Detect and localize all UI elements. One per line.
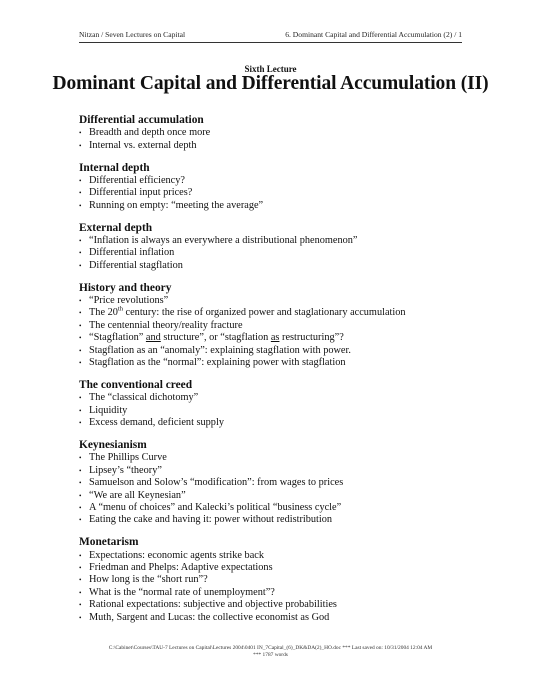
running-header <box>79 30 462 43</box>
text-run: “Stagflation” <box>89 332 146 344</box>
list-item: • Lipsey’s “theory” <box>79 465 479 477</box>
footer-path: C:\Cabinet\Courses\TAU-7 Lectures on Capital\Lectures 2004\0401 IN_7Capital_(6)_DK&DA(2)_HO.doc *** Last saved on: 10/31/2004 12:04 AM <box>108 645 433 651</box>
bullet-list <box>79 392 479 429</box>
list-item: • Stagflation as an “anomaly”: explaining stagflation with power. <box>79 345 479 357</box>
list-item: • A “menu of choices” and Kalecki’s political “business cycle” <box>79 502 479 514</box>
list-item <box>79 307 479 319</box>
list-item: • Differential stagflation <box>79 260 479 272</box>
list-item: • Differential efficiency? <box>79 175 479 187</box>
bullet-list <box>79 550 479 624</box>
list-item: • Liquidity <box>79 405 479 417</box>
text-run: The 20 <box>89 307 118 319</box>
list-item: • “We are all Keynesian” <box>79 490 479 502</box>
text-run: century: the rise of organized power and staglationary accumulation <box>122 307 406 319</box>
list-item: • Internal vs. external depth <box>79 140 479 152</box>
list-item: • Samuelson and Solow’s “modification”: from wages to prices <box>79 477 479 489</box>
underlined-word: and <box>145 332 161 344</box>
underlined-word: as <box>270 332 280 344</box>
bullet-list <box>79 295 479 369</box>
list-item: • Differential inflation <box>79 247 479 259</box>
bullet-list <box>79 175 479 212</box>
list-item: • “Inflation is always an everywhere a distributional phenomenon” <box>79 235 479 247</box>
section-conventional-creed <box>79 379 479 430</box>
list-item: • Friedman and Phelps: Adaptive expectations <box>79 562 479 574</box>
list-item: • Running on empty: “meeting the average” <box>79 200 479 212</box>
section-internal-depth <box>79 162 479 213</box>
list-item: • Rational expectations: subjective and objective probabilities <box>79 599 479 611</box>
list-item: • The “classical dichotomy” <box>79 392 479 404</box>
list-item: • Expectations: economic agents strike back <box>79 550 479 562</box>
section-title: Differential accumulation <box>79 114 204 126</box>
section-title: History and theory <box>79 281 172 294</box>
section-external-depth <box>79 222 479 273</box>
section-title: External depth <box>79 221 153 234</box>
section-monetarism <box>79 536 479 624</box>
text-run: restructuring”? <box>279 332 344 344</box>
page-title: Dominant Capital and Differential Accumulation (II) <box>52 73 489 94</box>
footer-word-count: *** 1787 words <box>253 652 288 658</box>
list-item: • The centennial theory/reality fracture <box>79 320 479 332</box>
list-item: • The Phillips Curve <box>79 452 479 464</box>
section-title: Internal depth <box>79 161 150 174</box>
bullet-list <box>79 127 479 152</box>
list-item: • Stagflation as the “normal”: explaining power with stagflation <box>79 357 479 369</box>
lecture-label: Sixth Lecture <box>244 64 297 74</box>
header-chapter-page: 6. Dominant Capital and Differential Accumulation (2) / 1 <box>285 30 462 39</box>
section-differential-accumulation <box>79 114 479 152</box>
list-item: • What is the “normal rate of unemployment”? <box>79 587 479 599</box>
section-keynesianism <box>79 439 479 527</box>
header-author-title: Nitzan / Seven Lectures on Capital <box>79 30 186 39</box>
list-item: • Differential input prices? <box>79 187 479 199</box>
section-history-and-theory <box>79 282 479 370</box>
text-run: structure”, or “stagflation <box>160 332 271 344</box>
file-path-footer <box>0 645 541 659</box>
section-title: Monetarism <box>79 536 139 549</box>
list-item: • Muth, Sargent and Lucas: the collective economist as God <box>79 612 479 624</box>
section-title: Keynesianism <box>79 438 147 451</box>
superscript: th <box>117 306 123 314</box>
lecture-outline <box>79 114 479 633</box>
list-item <box>79 332 479 344</box>
list-item: • Excess demand, deficient supply <box>79 417 479 429</box>
list-item: • Breadth and depth once more <box>79 127 479 139</box>
list-item: • “Price revolutions” <box>79 295 479 307</box>
list-item: • How long is the “short run”? <box>79 574 479 586</box>
bullet-list <box>79 235 479 272</box>
list-item: • Eating the cake and having it: power without redistribution <box>79 514 479 526</box>
bullet-list <box>79 452 479 526</box>
section-title: The conventional creed <box>79 378 193 391</box>
